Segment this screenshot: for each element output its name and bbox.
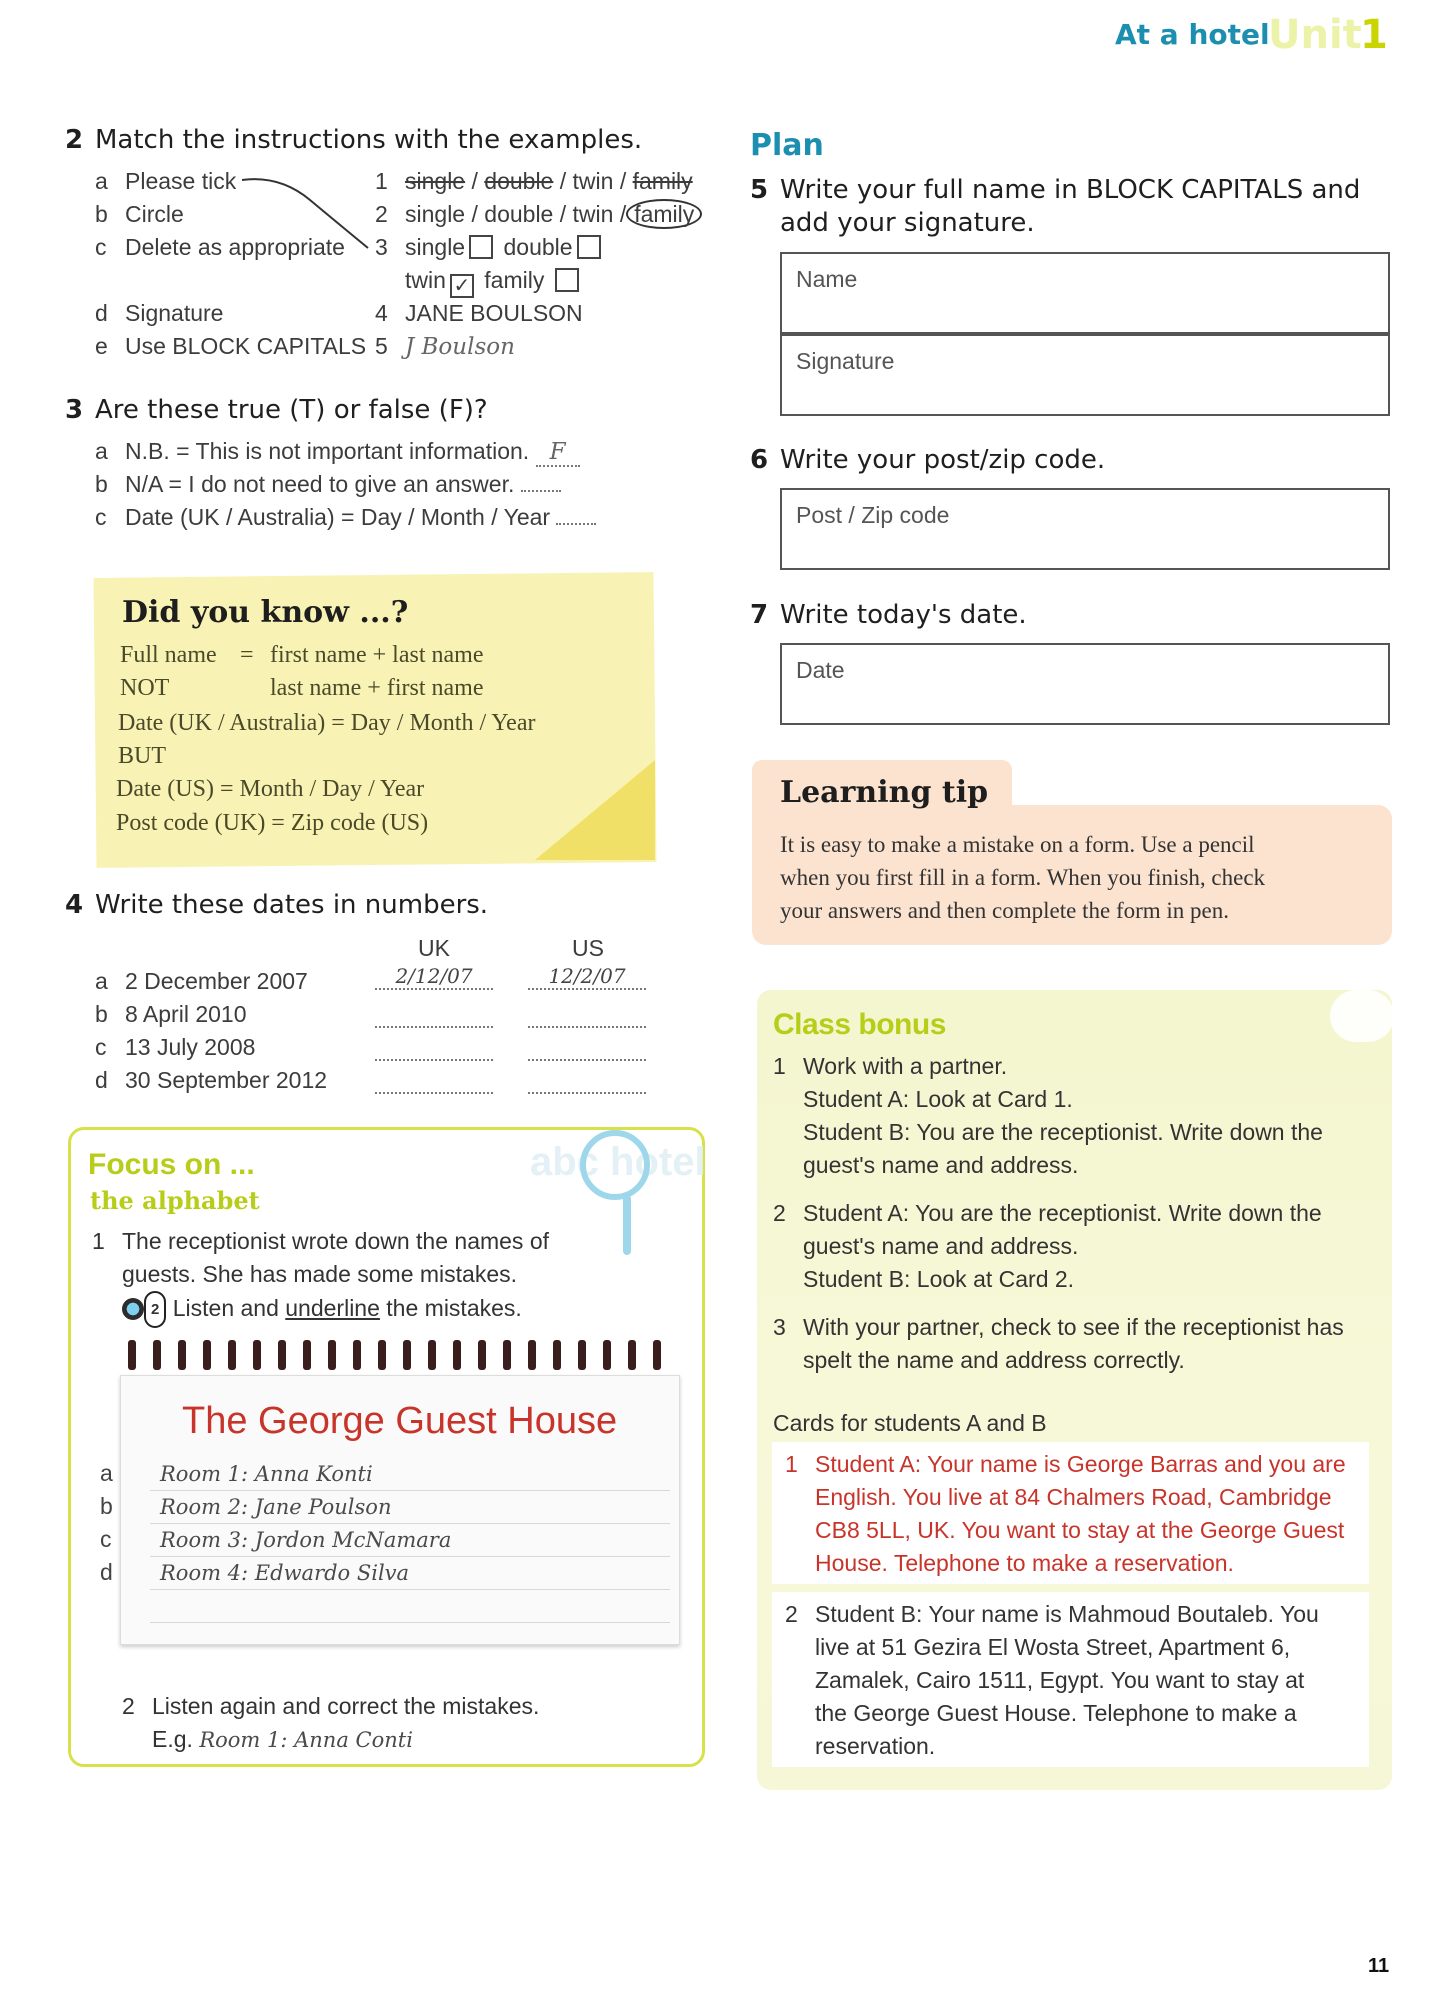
ex2-match-line [240, 170, 380, 260]
dyk-line: Date (UK / Australia) = Day / Month / Year [118, 710, 536, 736]
notepad-rule [150, 1523, 670, 1524]
bonus-line: Student B: You are the receptionist. Write down the [803, 1119, 1323, 1145]
card-b-line: live at 51 Gezira El Wosta Street, Apartment 6, [815, 1634, 1291, 1660]
focus-item-1-line2: guests. She has made some mistakes. [122, 1261, 518, 1287]
notepad-row: b Room 2: Jane Poulson [100, 1493, 392, 1519]
date-row: b 8 April 2010 [95, 1001, 247, 1027]
checkbox-double [577, 235, 601, 259]
post-zip-field[interactable] [780, 488, 1390, 570]
ex3-title: Are these true (T) or false (F)? [95, 395, 488, 425]
card-b-line: 2 Student B: Your name is Mahmoud Boutaleb. You [785, 1601, 1319, 1627]
date-row: c 13 July 2008 [95, 1034, 256, 1060]
magnifier-icon [580, 1130, 650, 1200]
bonus-line: guest's name and address. [803, 1233, 1079, 1259]
answer-blank[interactable] [556, 523, 596, 525]
notepad-rule [150, 1622, 670, 1623]
class-bonus-title: Class bonus [773, 1008, 946, 1041]
focus-item-2-example: E.g. Room 1: Anna Conti [152, 1726, 413, 1752]
ex4-title: Write these dates in numbers. [95, 890, 489, 920]
bonus-line: spelt the name and address correctly. [803, 1347, 1185, 1373]
ex2-instruction: a Please tick [95, 168, 237, 194]
date-row: d 30 September 2012 [95, 1067, 328, 1093]
notepad-row: c Room 3: Jordon McNamara [100, 1526, 452, 1552]
uk-answer[interactable] [375, 1035, 493, 1061]
date-field[interactable] [780, 643, 1390, 725]
q5-heading: 5 Write your full name in BLOCK CAPITALS and [750, 175, 1361, 205]
plan-title: Plan [750, 128, 824, 163]
uk-answer[interactable] [375, 1002, 493, 1028]
circled-family: family [626, 199, 702, 229]
ex2-example-1: 1 single / double / twin / family [375, 168, 693, 194]
q5-heading-line2: add your signature. [780, 208, 1035, 238]
checkbox-single [469, 235, 493, 259]
date-row: a 2 December 2007 [95, 968, 308, 994]
focus-subtitle: the alphabet [90, 1186, 260, 1215]
card-a-line: 1 Student A: Your name is George Barras and you are [785, 1451, 1346, 1477]
cards-heading: Cards for students A and B [773, 1410, 1047, 1436]
dyk-line: BUT [118, 743, 166, 769]
learning-tip-line: It is easy to make a mistake on a form. Use a pencil [780, 832, 1255, 857]
card-a-line: English. You live at 84 Chalmers Road, Cambridge [815, 1484, 1332, 1510]
learning-tip-title: Learning tip [780, 775, 989, 810]
q7-heading: 7 Write today's date. [750, 600, 1027, 630]
signature-field[interactable] [780, 334, 1390, 416]
card-b-line: reservation. [815, 1733, 936, 1759]
focus-item-2: 2 Listen again and correct the mistakes. [122, 1693, 540, 1719]
notepad-row: d Room 4: Edwardo Silva [100, 1559, 410, 1585]
learning-tip-line: your answers and then complete the form in pen. [780, 898, 1230, 923]
learning-tip-line: when you first fill in a form. When you finish, check [780, 865, 1266, 890]
bonus-item-1: 1 Work with a partner. [773, 1053, 1008, 1079]
ex2-example-2: 2 single / double / twin / family [375, 201, 702, 228]
ex2-example-5: 5 J Boulson [375, 333, 515, 360]
us-answer[interactable] [528, 1002, 646, 1028]
focus-item-1-line3: 2 Listen and underline the mistakes. [122, 1291, 522, 1328]
focus-title: Focus on ... [88, 1148, 255, 1181]
notepad-row: a Room 1: Anna Konti [100, 1460, 373, 1486]
ex3-item: b N/A = I do not need to give an answer. [95, 471, 561, 498]
signature-sample: J Boulson [405, 334, 515, 360]
dyk-line: Full name = first name + last name [120, 642, 484, 668]
unit-title: At a hotel [1115, 18, 1270, 51]
card-b-line: Zamalek, Cairo 1511, Egypt. You want to stay at [815, 1667, 1305, 1693]
ex2-title: Match the instructions with the examples. [95, 125, 643, 155]
notepad-rule [150, 1589, 670, 1590]
ex4-heading: 4 Write these dates in numbers. [65, 890, 489, 920]
dyk-line: Post code (UK) = Zip code (US) [116, 810, 429, 836]
us-answer[interactable]: 12/2/07 [528, 964, 646, 990]
cloud-icon [1330, 990, 1394, 1042]
notepad-title: The George Guest House [182, 1400, 618, 1442]
uk-answer[interactable]: 2/12/07 [375, 964, 493, 990]
notepad-spiral [128, 1340, 678, 1375]
unit-number: 1 [1360, 12, 1388, 58]
card-b-line: the George Guest House. Telephone to make a [815, 1700, 1297, 1726]
answer-blank[interactable] [521, 490, 561, 492]
notepad-rule [150, 1556, 670, 1557]
ex2-example-3: 3 single double [375, 234, 605, 261]
checkbox-twin: ✓ [450, 274, 474, 298]
abc-hotel-watermark: abc hotel [530, 1140, 706, 1184]
notepad-rule [150, 1490, 670, 1491]
ex2-number: 2 [65, 125, 84, 155]
bonus-item-3: 3 With your partner, check to see if the receptionist has [773, 1314, 1344, 1340]
ex3-heading: 3 Are these true (T) or false (F)? [65, 395, 488, 425]
ex2-instruction: c Delete as appropriate [95, 234, 345, 260]
page-number: 11 [1368, 1955, 1390, 1977]
focus-item-1: 1 The receptionist wrote down the names of [92, 1228, 550, 1254]
signature-label: Signature [796, 348, 895, 374]
ex3-item: a N.B. = This is not important information. F [95, 438, 580, 467]
bonus-line: Student B: Look at Card 2. [803, 1266, 1075, 1292]
ex2-instruction: d Signature [95, 300, 224, 326]
bonus-line: guest's name and address. [803, 1152, 1079, 1178]
us-answer[interactable] [528, 1035, 646, 1061]
col-us: US [572, 935, 604, 961]
post-zip-label: Post / Zip code [796, 502, 950, 528]
ex3-item: c Date (UK / Australia) = Day / Month / Year [95, 504, 596, 531]
ex2-heading [65, 125, 642, 155]
dyk-line: NOT last name + first name [120, 675, 484, 701]
col-uk: UK [418, 935, 450, 961]
dyk-line: Date (US) = Month / Day / Year [116, 776, 425, 802]
card-a-line: House. Telephone to make a reservation. [815, 1550, 1234, 1576]
ex2-instruction: e Use BLOCK CAPITALS [95, 333, 367, 359]
audio-cd-icon[interactable] [122, 1298, 144, 1320]
date-label: Date [796, 657, 845, 683]
bonus-line: Student A: Look at Card 1. [803, 1086, 1073, 1112]
ex2-example-3-row2: twin ✓ family [405, 267, 583, 298]
checkbox-family [555, 268, 579, 292]
q6-heading: 6 Write your post/zip code. [750, 445, 1106, 475]
name-label: Name [796, 266, 858, 292]
unit-label: Unit [1268, 12, 1362, 58]
did-you-know-title: Did you know ...? [122, 595, 409, 630]
name-field[interactable] [780, 252, 1390, 334]
answer-blank[interactable]: F [536, 439, 580, 467]
card-a-line: CB8 5LL, UK. You want to stay at the George Guest [815, 1517, 1345, 1543]
bonus-item-2: 2 Student A: You are the receptionist. Write down the [773, 1200, 1322, 1226]
track-number: 2 [144, 1291, 166, 1328]
ex2-example-4: 4 JANE BOULSON [375, 300, 583, 326]
magnifier-handle [623, 1195, 631, 1255]
uk-answer[interactable] [375, 1068, 493, 1094]
ex2-instruction: b Circle [95, 201, 184, 227]
us-answer[interactable] [528, 1068, 646, 1094]
